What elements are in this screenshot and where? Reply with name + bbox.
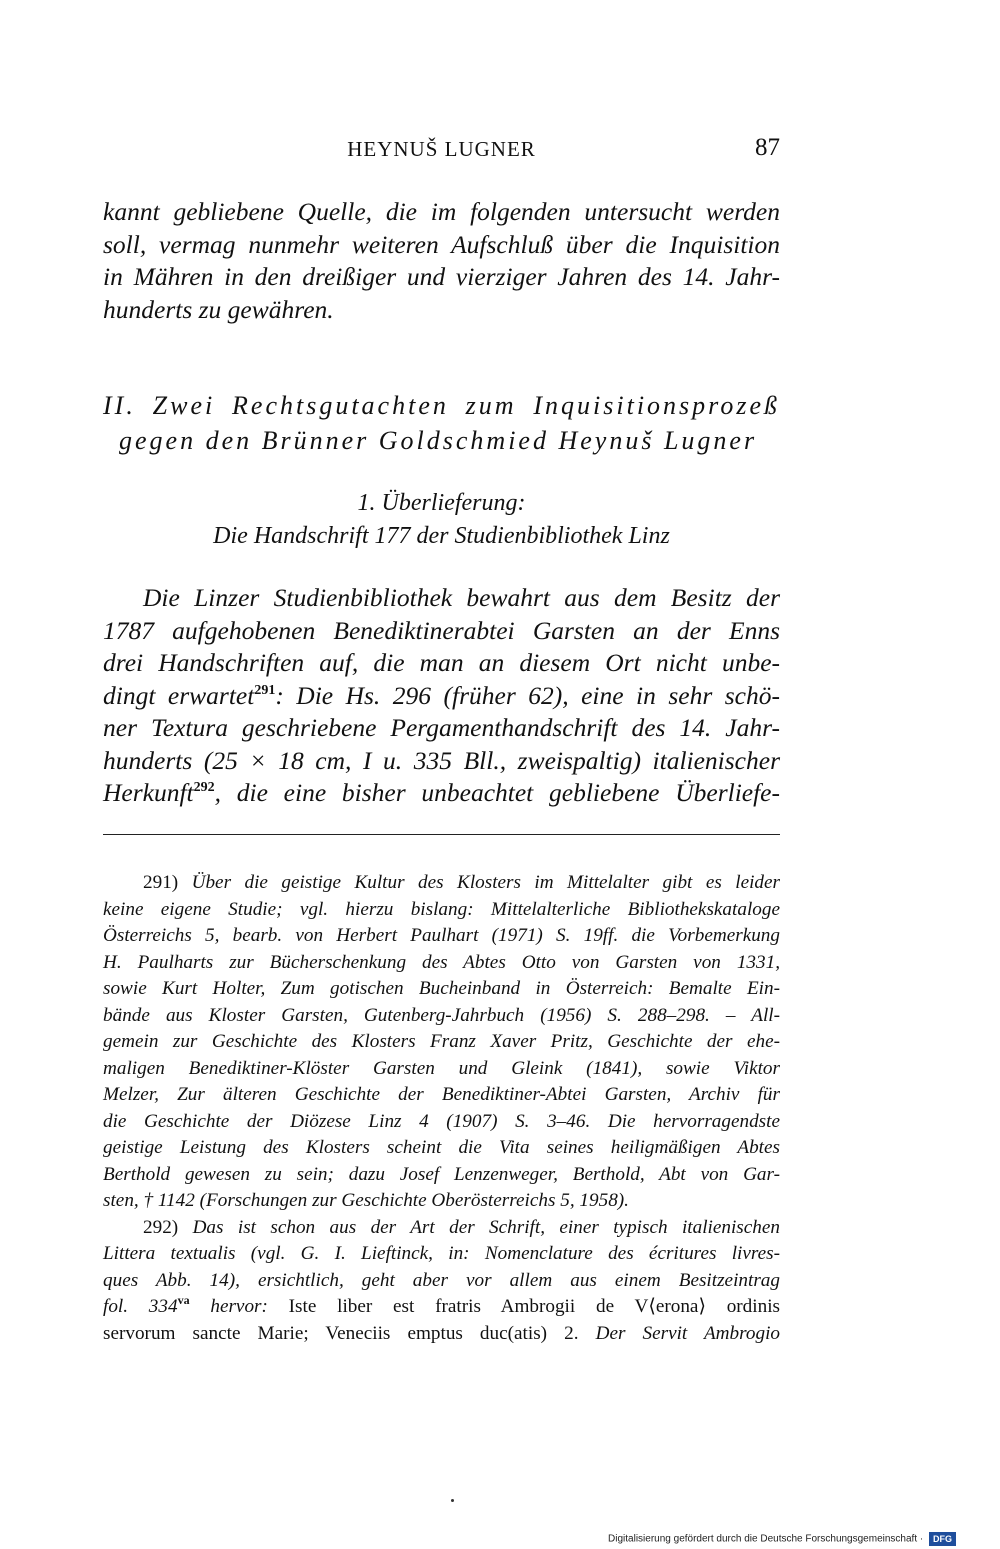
text-line: hunderts (25 × 18 cm, I u. 335 Bll., zweispaltig) italienischer <box>103 745 780 775</box>
running-head <box>103 134 780 167</box>
footnote-291-line: Berthold gewesen zu sein; dazu Josef Lenzenweger, Berthold, Abt von Gar- <box>103 1163 780 1185</box>
text-line: kannt gebliebene Quelle, die im folgenden untersucht werden <box>103 197 780 226</box>
intro-paragraph <box>103 196 780 326</box>
text-line: 1787 aufgehobenen Benediktinerabtei Garsten an der Enns <box>103 615 780 645</box>
footnote-291-line: keine eigene Studie; vgl. hierzu bislang: Mittelalterliche Bibliothekskataloge <box>103 898 780 920</box>
text-line: drei Handschriften auf, die man an diesem Ort nicht unbe- <box>103 648 780 677</box>
page-number: 87 <box>755 134 780 161</box>
main-paragraph <box>103 582 780 810</box>
subheading-line: Die Handschrift 177 der Studienbibliothek Linz <box>213 523 670 549</box>
footnote-292-line <box>103 1294 780 1321</box>
text-segment: , die eine bisher unbeachtet gebliebene Überliefe- <box>214 778 780 807</box>
footnote-292-line <box>103 1321 780 1348</box>
latin-quote: servorum sancte Marie; Veneciis emptus duc(atis) 2. <box>103 1322 579 1344</box>
latin-quote: Iste liber est fratris Ambrogii de V⟨erona⟩ ordinis <box>288 1296 780 1317</box>
digitization-credit <box>608 1532 956 1546</box>
heading-line: gegen den Brünner Goldschmied Heynuš Lugner <box>119 426 758 455</box>
footnote-291-line: Melzer, Zur älteren Geschichte der Benediktiner-Abtei Garsten, Archiv für <box>103 1084 780 1105</box>
text-segment: hervor: <box>189 1296 289 1317</box>
credit-text: Digitalisierung gefördert durch die Deutsche Forschungsgemeinschaft · <box>608 1533 924 1545</box>
text-line: Die Linzer Studienbibliothek bewahrt aus dem Besitz der <box>143 583 780 612</box>
text-segment: dingt erwartet <box>103 680 255 710</box>
footnote-ref-292[interactable]: 292 <box>193 780 215 795</box>
footnote-291-line: geistige Leistung des Klosters scheint die Vita seines heiligmäßigen Abtes <box>103 1137 780 1158</box>
footnote-291-line: die Geschichte der Diözese Linz 4 (1907) S. 3–46. Die hervorragendste <box>103 1110 780 1132</box>
footnote-291-line: sowie Kurt Holter, Zum gotischen Bucheinband in Österreich: Bemalte Ein- <box>103 978 780 999</box>
footnotes <box>103 870 780 1347</box>
footnote-number: 291) <box>143 872 179 893</box>
text-line <box>103 777 780 810</box>
text-line: in Mähren in den dreißiger und vierziger Jahren des 14. Jahr- <box>103 262 780 291</box>
dfg-logo-icon: DFG <box>929 1532 956 1546</box>
text-segment: : Die Hs. 296 (früher 62), eine in sehr schö- <box>275 680 780 710</box>
running-title: HEYNUŠ LUGNER <box>347 137 536 161</box>
text-line <box>103 680 780 713</box>
subheading-line: 1. Überlieferung: <box>357 490 526 516</box>
footnote-291-line: maligen Benediktiner-Klöster Garsten und Gleink (1841), sowie Viktor <box>103 1057 780 1079</box>
text-segment: Herkunft <box>103 778 194 807</box>
footnote-292-line: Littera textualis (vgl. G. I. Lieftinck, in: Nomenclature des écritures livres- <box>103 1243 780 1264</box>
text-segment: Über die geistige Kultur des Klosters im Mittelalter gibt es leider <box>191 872 780 893</box>
text-line: ner Textura geschriebene Pergamenthandschrift des 14. Jahr- <box>103 713 780 742</box>
footnote-number: 292) <box>143 1216 179 1238</box>
heading-line: II. Zwei Rechtsgutachten zum Inquisitionsprozeß <box>103 391 780 420</box>
text-line: hunderts zu gewähren. <box>103 294 334 324</box>
text-segment: Das ist schon aus der Art der Schrift, einer typisch italienischen <box>192 1216 780 1238</box>
footnote-291-line: gemein zur Geschichte des Klosters Franz Xaver Pritz, Geschichte der ehe- <box>103 1031 780 1052</box>
footnote-291-line: Österreichs 5, bearb. von Herbert Paulhart (1971) S. 19ff. die Vorbemerkung <box>103 925 780 946</box>
text-line: soll, vermag nunmehr weiteren Aufschluß über die Inquisition <box>103 229 780 259</box>
footnote-ref-291[interactable]: 291 <box>254 682 276 698</box>
footnote-292-line: ques Abb. 14), ersichtlich, geht aber vor allem aus einem Besitzeintrag <box>103 1269 780 1291</box>
footnote-291-line: bände aus Kloster Garsten, Gutenberg-Jahrbuch (1956) S. 288–298. – All- <box>103 1004 780 1026</box>
footnote-291-line <box>103 870 780 897</box>
text-segment: fol. 334 <box>103 1296 178 1317</box>
folio-superscript: va <box>177 1293 190 1307</box>
footnote-rule <box>103 834 780 835</box>
subsection-heading <box>103 487 780 553</box>
footnote-291-line: sten, † 1142 (Forschungen zur Geschichte Oberösterreichs 5, 1958). <box>103 1190 629 1211</box>
text-segment: Der Servit Ambrogio <box>578 1322 780 1344</box>
speck-mark <box>451 1499 454 1502</box>
footnote-291-line: H. Paulharts zur Bücherschenkung des Abtes Otto von Garsten von 1331, <box>103 951 780 973</box>
footnote-292-line <box>103 1215 780 1242</box>
section-heading <box>103 388 780 458</box>
